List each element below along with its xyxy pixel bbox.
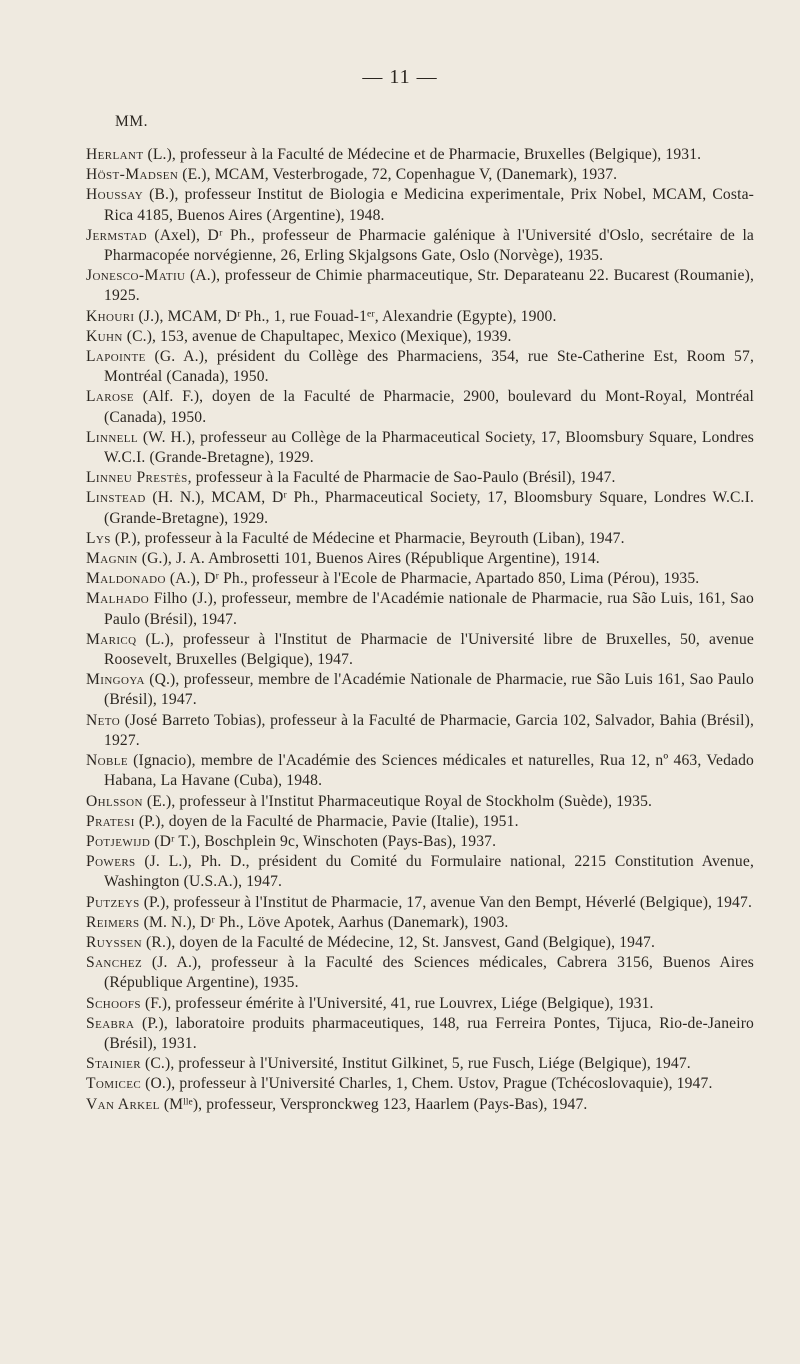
member-surname: Seabra (86, 1014, 135, 1032)
member-surname: Magnin (86, 550, 138, 568)
member-details: (J.), MCAM, Dʳ Ph., 1, rue Fouad-1ᵉʳ, Alexandrie (Egypte), 1900. (134, 307, 557, 325)
member-surname: Schoofs (86, 994, 141, 1012)
list-item (86, 630, 754, 670)
member-surname: Ohlsson (86, 792, 143, 810)
member-details: (José Barreto Tobias), professeur à la Faculté de Pharmacie, Garcia 102, Salvador, Bahia (Brésil), 1927. (104, 711, 754, 749)
member-surname: Maldonado (86, 570, 166, 588)
member-surname: Neto (86, 711, 121, 729)
member-details: (A.), Dʳ Ph., professeur à l'Ecole de Pharmacie, Apartado 850, Lima (Pérou), 1935. (165, 570, 700, 588)
list-item (86, 165, 754, 185)
list-item (86, 549, 754, 569)
member-details: (H. N.), MCAM, Dʳ Ph., Pharmaceutical Society, 17, Bloomsbury Square, Londres W.C.I. (Grande-Bretagne), 1929. (104, 489, 754, 527)
member-details: (Dʳ T.), Boschplein 9c, Winschoten (Pays-Bas), 1937. (150, 832, 497, 850)
member-surname: Sanchez (86, 954, 143, 972)
list-item (86, 488, 754, 528)
member-details: (P.), professeur à l'Institut de Pharmacie, 17, avenue Van den Bempt, Héverlé (Belgique), 1947. (139, 893, 752, 911)
member-surname: Herlant (86, 146, 144, 163)
list-item (86, 933, 754, 953)
member-surname: Van Arkel (86, 1095, 160, 1113)
member-details: (P.), laboratoire produits pharmaceutiques, 148, rua Ferreira Pontes, Tijuca, Rio-de-Janeiro (Brésil), 1931. (104, 1014, 754, 1052)
list-item (86, 670, 754, 710)
member-details: (P.), doyen de la Faculté de Pharmacie, Pavie (Italie), 1951. (134, 812, 519, 830)
member-surname: Tomicec (86, 1075, 142, 1093)
member-details: (L.), professeur à la Faculté de Médecine et de Pharmacie, Bruxelles (Belgique), 1931. (143, 146, 702, 163)
list-item (86, 266, 754, 306)
page-number: — 11 — (362, 66, 438, 88)
member-details: (G.), J. A. Ambrosetti 101, Buenos Aires (République Argentine), 1914. (137, 550, 600, 568)
member-details: (Axel), Dʳ Ph., professeur de Pharmacie galénique à l'Université d'Oslo, secrétaire de la Pharmacopée norvégienne, 26, Erling Skjalgsons Gate, Oslo (Norvège), 1935. (104, 226, 754, 265)
list-item (86, 994, 754, 1014)
list-item (86, 529, 754, 549)
member-surname: Putzeys (86, 893, 140, 911)
list-item (86, 589, 754, 629)
member-surname: Kuhn (86, 327, 123, 345)
list-item (86, 832, 754, 852)
list-item (86, 307, 754, 327)
member-details: (Ignacio), membre de l'Académie des Sciences médicales et naturelles, Rua 12, nº 463, Vedado Habana, La Havane (Cuba), 1948. (104, 752, 754, 790)
member-details: (E.), MCAM, Vesterbrogade, 72, Copenhague V, (Danemark), 1937. (178, 166, 618, 184)
member-surname: Höst-Madsen (86, 166, 179, 184)
member-details: (M. N.), Dʳ Ph., Löve Apotek, Aarhus (Danemark), 1903. (139, 913, 509, 931)
list-item (86, 1074, 754, 1094)
member-details: (L.), professeur à l'Institut de Pharmacie de l'Université libre de Bruxelles, 50, avenue Roosevelt, Bruxelles (Belgique), 1947. (104, 630, 754, 669)
member-surname: Jonesco-Matiu (86, 267, 186, 285)
list-item (86, 226, 754, 266)
member-surname: Maricq (86, 630, 137, 648)
member-surname: Ruyssen (86, 933, 142, 951)
list-item (86, 145, 754, 165)
member-details: (O.), professeur à l'Université Charles, 1, Chem. Ustov, Prague (Tchécoslovaquie), 1947. (141, 1075, 713, 1093)
list-item (86, 792, 754, 812)
member-surname: Linnell (86, 428, 139, 446)
member-surname: Lys (86, 529, 111, 547)
member-details: (B.), professeur Institut de Biologia e Medicina experimentale, Prix Nobel, MCAM, Costa-Rica 4185, Buenos Aires (Argentine), 1948. (104, 186, 754, 224)
list-item (86, 387, 754, 427)
member-surname: Larose (86, 388, 134, 406)
list-item (86, 893, 754, 913)
member-details: (Q.), professeur, membre de l'Académie Nationale de Pharmacie, rue São Luis 161, Sao Paulo (Brésil), 1947. (104, 671, 754, 709)
member-list (86, 145, 754, 1115)
member-details: Filho (J.), professeur, membre de l'Académie nationale de Pharmacie, rua São Luis, 161, Sao Paulo (Brésil), 1947. (104, 590, 754, 628)
list-item (86, 852, 754, 892)
member-details: (G. A.), président du Collège des Pharmaciens, 354, rue Ste-Catherine Est, Room 57, Montréal (Canada), 1950. (104, 348, 754, 386)
member-details: (W. H.), professeur au Collège de la Pharmaceutical Society, 17, Bloomsbury Square, Londres W.C.I. (Grande-Bretagne), 1929. (104, 428, 754, 467)
member-surname: Houssay (86, 186, 144, 204)
member-surname: Stainier (86, 1055, 141, 1073)
member-surname: Khouri (86, 307, 135, 325)
member-details: (A.), professeur de Chimie pharmaceutique, Str. Deparateanu 22. Bucarest (Roumanie), 1925. (104, 267, 754, 305)
member-details: (J. A.), professeur à la Faculté des Sciences médicales, Cabrera 3156, Buenos Aires (République Argentine), 1935. (104, 954, 754, 992)
list-item (86, 327, 754, 347)
list-item (86, 347, 754, 387)
member-details: (Mˡˡᵉ), professeur, Verspronckweg 123, Haarlem (Pays-Bas), 1947. (159, 1095, 588, 1113)
member-surname: Linstead (86, 489, 146, 507)
member-surname: Powers (86, 853, 136, 871)
list-item (86, 1054, 754, 1074)
member-surname: Jermstad (86, 226, 147, 244)
list-item (86, 1095, 754, 1115)
list-item (86, 1014, 754, 1054)
list-item (86, 953, 754, 993)
list-item (86, 812, 754, 832)
member-details: (E.), professeur à l'Institut Pharmaceutique Royal de Stockholm (Suède), 1935. (142, 792, 653, 810)
member-surname: Reimers (86, 913, 140, 931)
member-surname: Lapointe (86, 348, 146, 366)
list-heading: MM. (115, 113, 148, 130)
member-details: (C.), 153, avenue de Chapultapec, Mexico (Mexique), 1939. (122, 327, 512, 345)
member-details: (R.), doyen de la Faculté de Médecine, 12, St. Jansvest, Gand (Belgique), 1947. (142, 933, 656, 951)
list-item (86, 428, 754, 468)
member-details: , professeur à la Faculté de Pharmacie de Sao-Paulo (Brésil), 1947. (187, 469, 616, 487)
member-surname: Noble (86, 752, 128, 770)
list-item (86, 913, 754, 933)
list-item (86, 468, 754, 488)
list-item (86, 751, 754, 791)
list-item (86, 711, 754, 751)
member-surname: Malhado (86, 590, 150, 608)
member-details: (F.), professeur émérite à l'Université, 41, rue Louvrex, Liége (Belgique), 1931. (140, 994, 654, 1012)
list-item (86, 569, 754, 589)
member-surname: Linneu Prestès (86, 469, 188, 487)
member-surname: Potjewijd (86, 832, 151, 850)
member-details: (C.), professeur à l'Université, Institut Gilkinet, 5, rue Fusch, Liége (Belgique), 1947. (140, 1055, 691, 1073)
member-surname: Pratesi (86, 812, 135, 830)
member-details: (J. L.), Ph. D., président du Comité du Formulaire national, 2215 Constitution Avenue, Washington (U.S.A.), 1947. (104, 853, 754, 891)
member-details: (P.), professeur à la Faculté de Médecine et Pharmacie, Beyrouth (Liban), 1947. (110, 529, 625, 547)
member-surname: Mingoya (86, 671, 145, 689)
member-details: (Alf. F.), doyen de la Faculté de Pharmacie, 2900, boulevard du Mont-Royal, Montréal (Canada), 1950. (104, 388, 754, 426)
list-item (86, 185, 754, 225)
